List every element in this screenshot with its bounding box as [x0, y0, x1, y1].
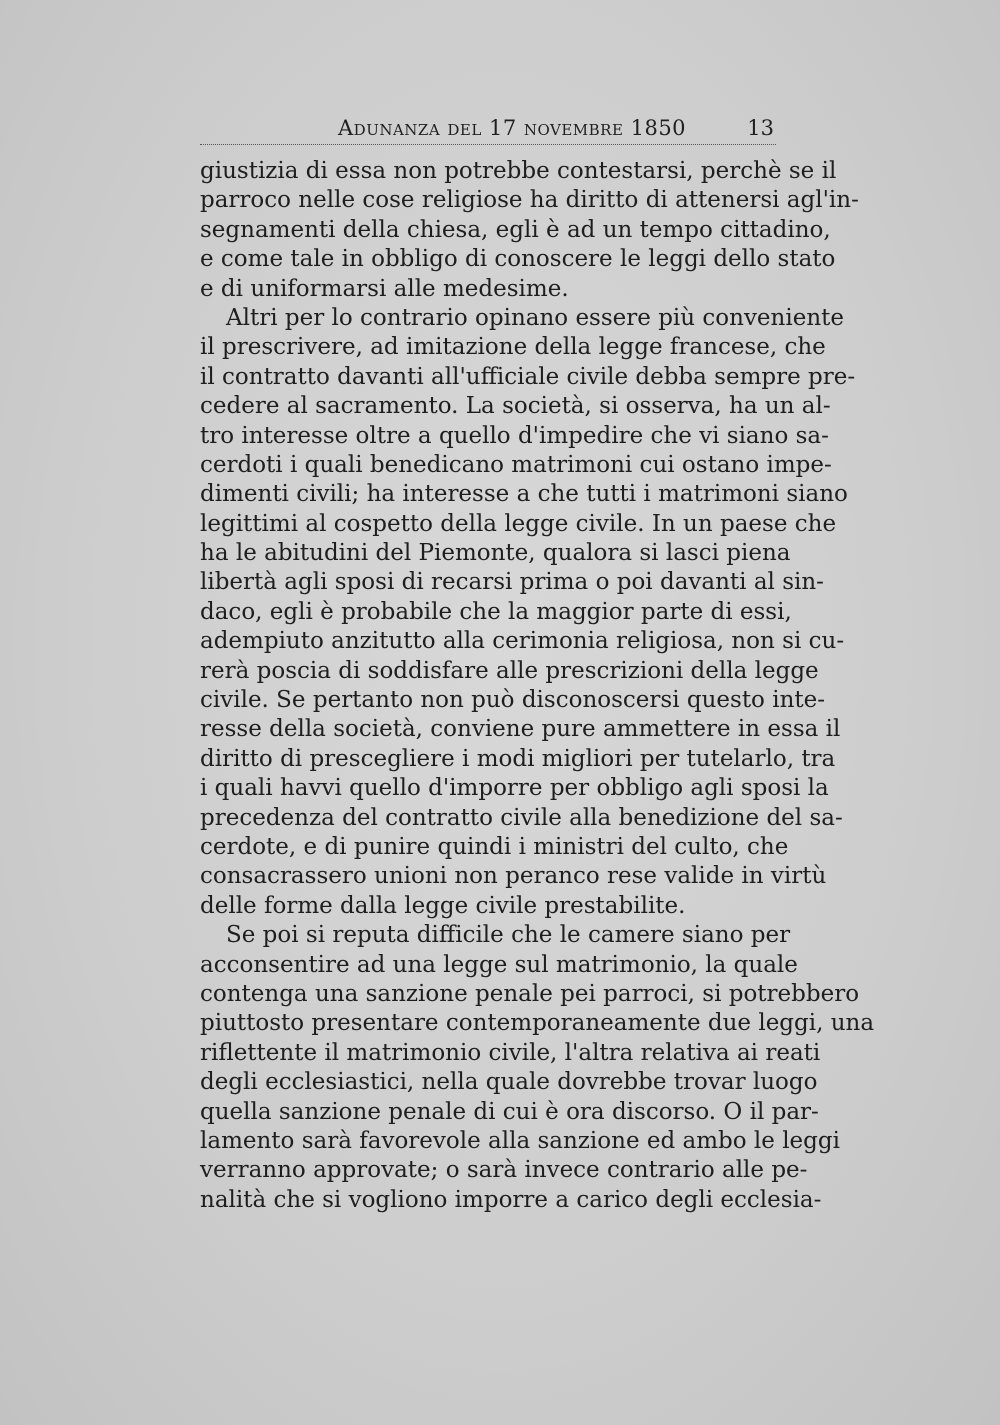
text-line: daco, egli è probabile che la maggior parte di essi, — [200, 598, 792, 625]
text-line: ha le abitudini del Piemonte, qualora si lasci piena — [200, 540, 791, 567]
text-line: cedere al sacramento. La società, si osserva, ha un al- — [200, 393, 831, 420]
text-line: civile. Se pertanto non può disconoscersi questo inte- — [200, 687, 826, 714]
running-head-title: Adunanza del 17 novembre 1850 — [338, 116, 687, 140]
text-line: resse della società, conviene pure ammettere in essa il — [200, 716, 841, 743]
text-line: il prescrivere, ad imitazione della legge francese, che — [200, 334, 826, 361]
text-line: delle forme dalla legge civile prestabilite. — [200, 892, 686, 919]
text-line: e come tale in obbligo di conoscere le leggi dello stato — [200, 246, 836, 273]
text-line: legittimi al cospetto della legge civile. In un paese che — [200, 510, 837, 537]
text-line: cerdote, e di punire quindi i ministri del culto, che — [200, 833, 789, 860]
text-line: contenga una sanzione penale pei parroci, si potrebbero — [200, 980, 860, 1007]
text-line: tro interesse oltre a quello d'impedire che vi siano sa- — [200, 422, 829, 449]
text-line: degli ecclesiastici, nella quale dovrebbe trovar luogo — [200, 1069, 818, 1096]
text-line: diritto di prescegliere i modi migliori per tutelarlo, tra — [200, 745, 836, 772]
text-line: il contratto davanti all'ufficiale civile debba sempre pre- — [200, 363, 856, 390]
text-line: quella sanzione penale di cui è ora discorso. O il par- — [200, 1098, 819, 1125]
text-line: Se poi si reputa difficile che le camere siano per — [226, 922, 791, 949]
text-line: acconsentire ad una legge sul matrimonio, la quale — [200, 951, 798, 978]
text-line: piuttosto presentare contemporaneamente due leggi, una — [200, 1010, 875, 1037]
text-line: e di uniformarsi alle medesime. — [200, 275, 569, 302]
text-line: riflettente il matrimonio civile, l'altra relativa ai reati — [200, 1039, 821, 1066]
text-line: cerdoti i quali benedicano matrimoni cui ostano impe- — [200, 451, 832, 478]
text-line: precedenza del contratto civile alla benedizione del sa- — [200, 804, 843, 831]
text-line: libertà agli sposi di recarsi prima o poi davanti al sin- — [200, 569, 824, 596]
page-number: 13 — [747, 116, 774, 140]
text-line: i quali havvi quello d'imporre per obbligo agli sposi la — [200, 775, 829, 802]
body-text — [200, 157, 875, 1215]
text-line: verranno approvate; o sarà invece contrario alle pe- — [200, 1157, 808, 1184]
text-line: dimenti civili; ha interesse a che tutti i matrimoni siano — [200, 481, 848, 508]
text-line: lamento sarà favorevole alla sanzione ed ambo le leggi — [200, 1127, 840, 1154]
text-line: parroco nelle cose religiose ha diritto di attenersi agl'in- — [200, 187, 859, 214]
text-line: segnamenti della chiesa, egli è ad un tempo cittadino, — [200, 216, 831, 243]
text-line: Altri per lo contrario opinano essere più conveniente — [226, 304, 844, 331]
text-line: consacrassero unioni non peranco rese valide in virtù — [200, 863, 827, 890]
text-line: adempiuto anzitutto alla cerimonia religiosa, non si cu- — [200, 628, 845, 655]
text-line: rerà poscia di soddisfare alle prescrizioni della legge — [200, 657, 819, 684]
header-rule — [200, 144, 776, 145]
running-head — [200, 112, 776, 146]
text-line: nalità che si vogliono imporre a carico degli ecclesia- — [200, 1186, 822, 1213]
text-line: giustizia di essa non potrebbe contestarsi, perchè se il — [200, 158, 837, 184]
